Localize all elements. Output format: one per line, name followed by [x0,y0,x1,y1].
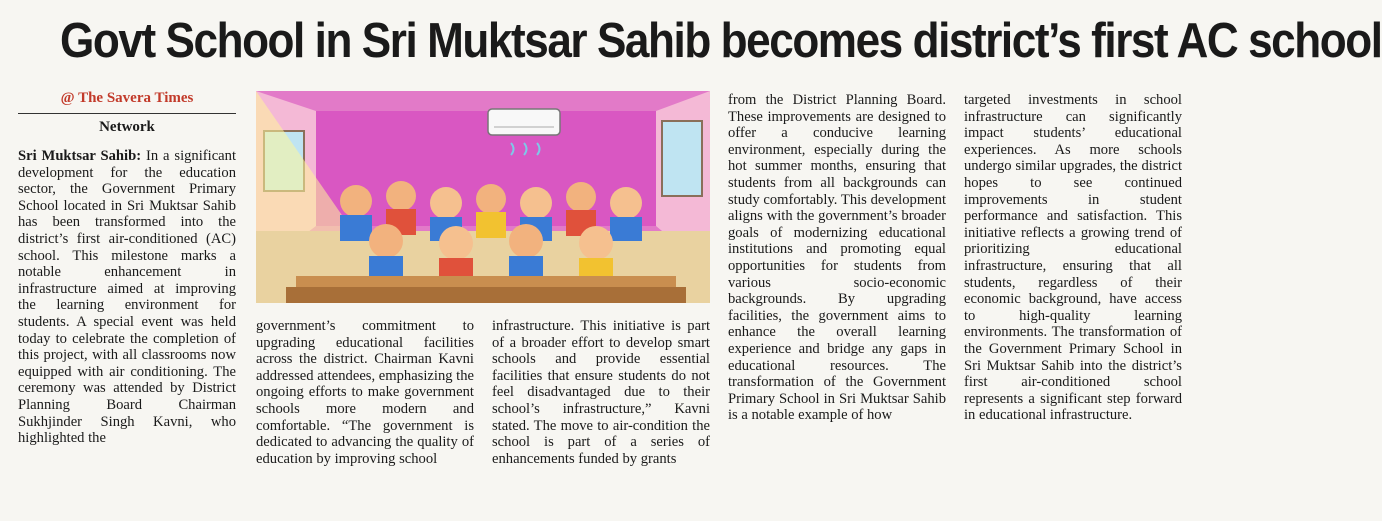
column-3-text: infrastructure. This initiative is part of a broader effort to develop smart schools and provide essential facilities that ensure students do not feel disadvantaged due to their school’s infrastructure,” Kavni stated. The move to air-condition the school is part of a series of enhancements funded by grants [492,318,710,467]
column-5-text: targeted investments in school infrastructure can significantly impact students’ educational experiences. As more schools undergo similar upgrades, the district hopes to see continued improvements in student performance and satisfaction. This initiative reflects a growing trend of prioritizing educational infrastructure, ensuring that all students, regardless of their economic background, have access to high-quality learning environments. The transformation of the Government Primary School in Sri Muktsar Sahib into the district’s first air-conditioned school represents a significant step forward in educational infrastructure. [964,92,1182,424]
byline-divider [18,113,236,114]
dateline: Sri Muktsar Sahib: [18,148,142,164]
column-4-text: from the District Planning Board. These improvements are designed to offer a conducive learning environment, especially during the hot summer months, ensuring that students from all backgrounds can study comfortably. This development aligns with the government’s broader goals of modernizing educational institutions and promoting equal opportunities for students from various socio-economic backgrounds. By upgrading facilities, the government aims to enhance the overall learning experience and bridge any gaps in educational resources. The transformation of the Government Primary School in Sri Muktsar Sahib is a notable example of how [728,92,946,424]
column-2-text: government’s commitment to upgrading educational facilities across the district. Chairman Kavni addressed attendees, emphasizing the ongoing efforts to make government schools more modern and comfortable. “The government is dedicated to advancing the quality of education by improving school [256,318,475,467]
column-1-text: In a significant development for the education sector, the Government Primary School located in Sri Muktsar Sahib has been transformed into the district’s first air-conditioned (AC) school. This milestone marks a notable enhancement in infrastructure aimed at improving the learning environment for students. A special event was held today to celebrate the completion of this project, with all classrooms now equipped with air conditioning. The ceremony was attended by District Planning Board Chairman Sukhjinder Singh Kavni, who highlighted the [18,148,236,447]
cartoon-classroom-illustration [256,91,710,303]
article-column-4 [728,92,946,424]
article-column-1 [18,148,236,447]
article-column-3 [492,318,710,467]
classroom-illustration-svg [256,91,710,303]
article-column-2 [256,318,474,467]
article-column-5 [964,92,1182,424]
headline: Govt School in Sri Muktsar Sahib becomes district’s first AC school [60,14,1382,68]
byline: @ The Savera Times [60,90,194,106]
section-label: Network [99,119,155,135]
